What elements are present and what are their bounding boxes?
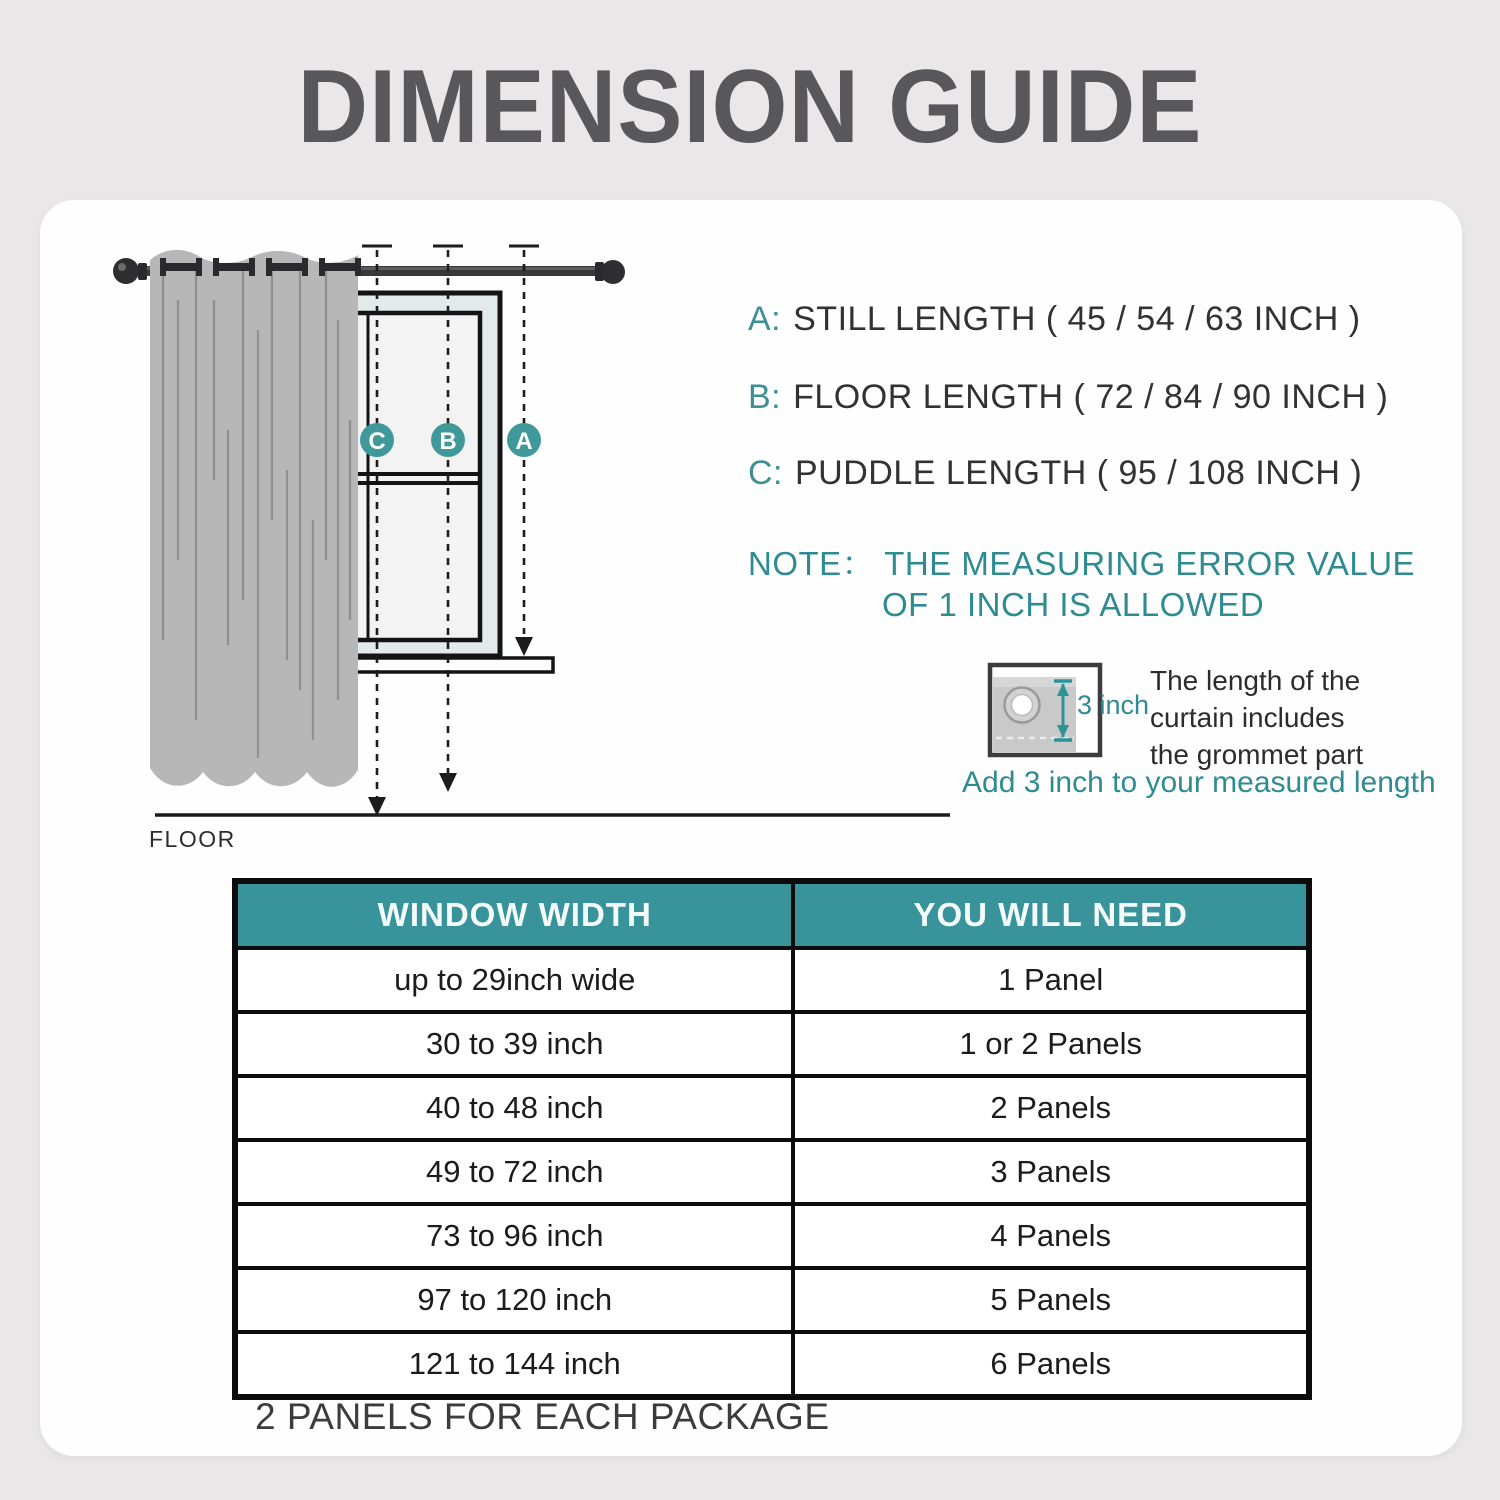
- table-row: [235, 1076, 1309, 1140]
- legend-line-c: [748, 454, 1362, 493]
- grommet-size-label: 3 inch: [1077, 690, 1150, 720]
- table-cell-width: 49 to 72 inch: [235, 1140, 793, 1204]
- grommet-tip: Add 3 inch to your measured length: [962, 766, 1436, 799]
- table-cell-panels: 1 or 2 Panels: [793, 1012, 1309, 1076]
- table-cell-panels: 1 Panel: [793, 948, 1309, 1012]
- legend-text-a: STILL LENGTH ( 45 / 54 / 63 INCH ): [793, 300, 1361, 338]
- table-row: [235, 1204, 1309, 1268]
- grommet-desc-line-1: The length of the: [1150, 665, 1361, 696]
- rod-finial-right: [601, 260, 625, 284]
- grommet-desc-line-3: the grommet part: [1150, 739, 1364, 770]
- curtain-panel: [150, 250, 361, 787]
- marker-letter-b: B: [439, 428, 457, 455]
- legend-text-b: FLOOR LENGTH ( 72 / 84 / 90 INCH ): [793, 378, 1389, 416]
- measure-markers: [360, 423, 541, 457]
- table-header-window-width: WINDOW WIDTH: [235, 881, 793, 948]
- legend-line-b: [748, 378, 1388, 417]
- table-header-you-will-need: YOU WILL NEED: [793, 881, 1309, 948]
- note-line-1: NOTE： THE MEASURING ERROR VALUE: [748, 545, 1416, 582]
- table-cell-width: up to 29inch wide: [235, 948, 793, 1012]
- table-cell-width: 73 to 96 inch: [235, 1204, 793, 1268]
- arrowhead-b: [439, 773, 457, 792]
- table-row: [235, 1140, 1309, 1204]
- package-note: 2 PANELS FOR EACH PACKAGE: [255, 1396, 830, 1437]
- grommet-diagram: [990, 665, 1149, 755]
- windowsill: [330, 658, 553, 672]
- marker-letter-a: A: [515, 428, 533, 455]
- table-row: [235, 1268, 1309, 1332]
- table-cell-width: 30 to 39 inch: [235, 1012, 793, 1076]
- grommet-desc-line-2: curtain includes: [1150, 702, 1345, 733]
- floor-label: FLOOR: [149, 826, 236, 852]
- table-row: [235, 1332, 1309, 1397]
- arrowhead-a: [515, 637, 533, 656]
- table-cell-panels: 3 Panels: [793, 1140, 1309, 1204]
- window-illustration: [330, 293, 553, 672]
- table-row: [235, 1012, 1309, 1076]
- table-cell-panels: 5 Panels: [793, 1268, 1309, 1332]
- table-cell-panels: 4 Panels: [793, 1204, 1309, 1268]
- note-line-2: OF 1 INCH IS ALLOWED: [882, 586, 1265, 623]
- marker-letter-c: C: [368, 428, 386, 455]
- table-cell-width: 40 to 48 inch: [235, 1076, 793, 1140]
- legend-text-c: PUDDLE LENGTH ( 95 / 108 INCH ): [795, 454, 1363, 492]
- panel-count-table: [232, 878, 1312, 1400]
- table-cell-panels: 6 Panels: [793, 1332, 1309, 1397]
- legend-label-a: A:: [748, 300, 782, 338]
- table-row: [235, 948, 1309, 1012]
- arrowhead-c: [368, 797, 386, 816]
- table-cell-panels: 2 Panels: [793, 1076, 1309, 1140]
- table-header-row: [235, 881, 1309, 948]
- legend-label-b: B:: [748, 378, 782, 416]
- table-cell-width: 121 to 144 inch: [235, 1332, 793, 1397]
- grommet-hole: [1012, 695, 1033, 716]
- legend-line-a: [748, 300, 1361, 339]
- page-title: DIMENSION GUIDE: [297, 49, 1203, 165]
- rod-finial-left: [113, 258, 139, 284]
- legend-label-c: C:: [748, 454, 783, 492]
- table-cell-width: 97 to 120 inch: [235, 1268, 793, 1332]
